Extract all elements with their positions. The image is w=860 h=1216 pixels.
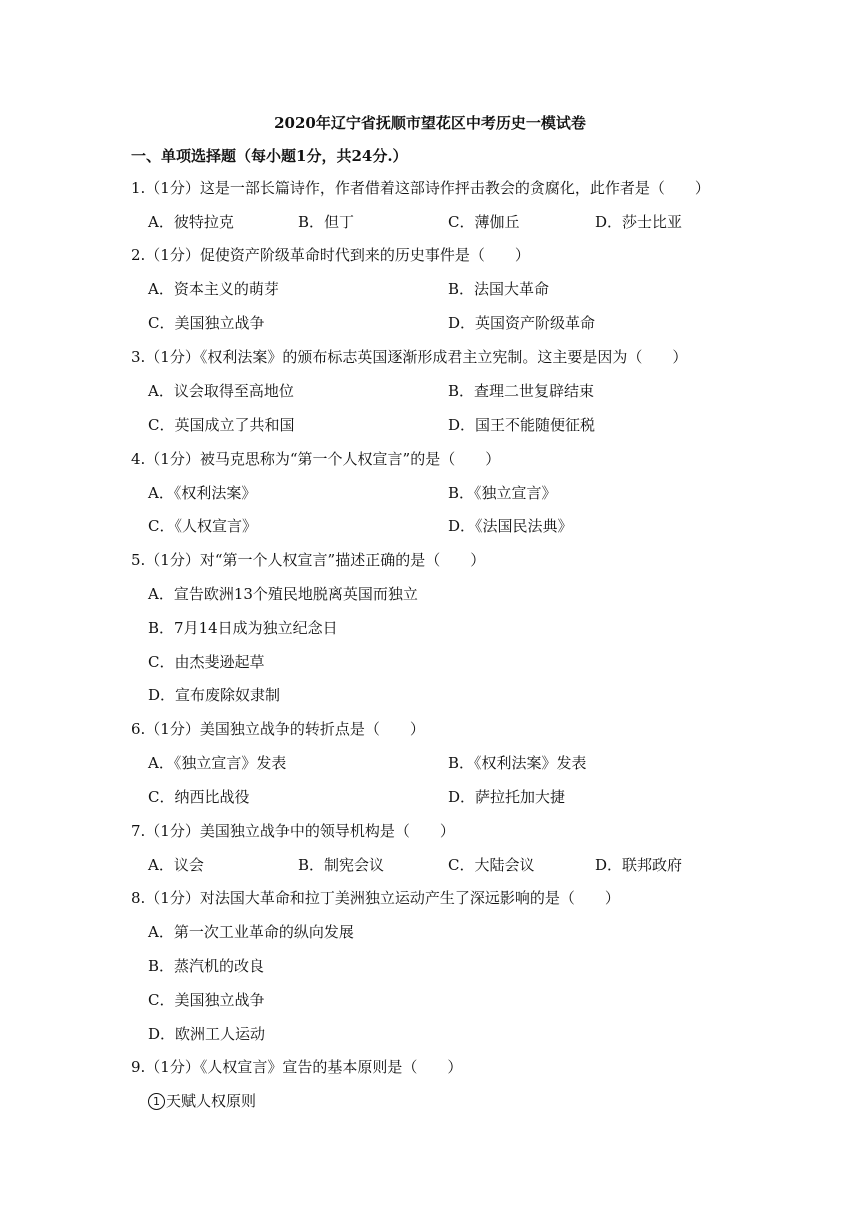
q4-option-d: D．《法国民法典》: [448, 517, 573, 535]
q2-option-a: A．资本主义的萌芽: [148, 280, 279, 298]
q2-option-c: C．美国独立战争: [148, 314, 265, 332]
question-3-stem: 3.（1分）《权利法案》的颁布标志英国逐渐形成君主立宪制。这主要是因为（ ）: [131, 348, 688, 366]
q5-option-d: D．宣布废除奴隶制: [148, 686, 281, 704]
q9-sub-item-1-text: 天赋人权原则: [166, 1092, 257, 1110]
q8-option-b: B．蒸汽机的改良: [148, 957, 265, 975]
q5-option-b: B．7月14日成为独立纪念日: [148, 619, 338, 637]
circled-number-1: 1: [148, 1093, 165, 1110]
q3-option-d: D．国王不能随便征税: [448, 416, 596, 434]
q3-option-c: C．英国成立了共和国: [148, 416, 295, 434]
q1-option-a: A．彼特拉克: [148, 213, 234, 231]
q7-option-a: A．议会: [148, 856, 204, 874]
q3-option-a: A．议会取得至高地位: [148, 382, 294, 400]
question-9-stem: 9.（1分）《人权宣言》宣告的基本原则是（ ）: [131, 1058, 463, 1076]
q5-option-c: C．由杰斐逊起草: [148, 653, 265, 671]
q8-option-a: A．第一次工业革命的纵向发展: [148, 923, 354, 941]
q9-sub-item-1: [148, 1091, 256, 1111]
question-7-stem: 7.（1分）美国独立战争中的领导机构是（ ）: [131, 822, 455, 840]
q4-option-a: A．《权利法案》: [148, 484, 257, 502]
question-1-stem: 1.（1分）这是一部长篇诗作，作者借着这部诗作抨击教会的贪腐化，此作者是（ ）: [131, 179, 710, 197]
q1-option-c: C．薄伽丘: [448, 213, 520, 231]
q5-option-a: A．宣告欧洲13个殖民地脱离英国而独立: [148, 585, 418, 603]
q3-option-b: B．查理二世复辟结束: [448, 382, 595, 400]
document-title: 2020年辽宁省抚顺市望花区中考历史一模试卷: [274, 114, 586, 132]
q6-option-d: D．萨拉托加大捷: [448, 788, 566, 806]
q2-option-d: D．英国资产阶级革命: [448, 314, 596, 332]
q1-option-d: D．莎士比亚: [595, 213, 683, 231]
q6-option-b: B．《权利法案》发表: [448, 754, 587, 772]
q7-option-b: B．制宪会议: [298, 856, 385, 874]
q4-option-c: C．《人权宣言》: [148, 517, 257, 535]
question-6-stem: 6.（1分）美国独立战争的转折点是（ ）: [131, 720, 425, 738]
q8-option-c: C．美国独立战争: [148, 991, 265, 1009]
question-5-stem: 5.（1分）对“第一个人权宣言”描述正确的是（ ）: [131, 551, 486, 569]
q7-option-c: C．大陆会议: [448, 856, 535, 874]
q2-option-b: B．法国大革命: [448, 280, 550, 298]
question-2-stem: 2.（1分）促使资产阶级革命时代到来的历史事件是（ ）: [131, 246, 530, 264]
q8-option-d: D．欧洲工人运动: [148, 1025, 266, 1043]
section-heading: 一、单项选择题（每小题1分，共24分.）: [131, 147, 408, 165]
q6-option-c: C．纳西比战役: [148, 788, 250, 806]
question-8-stem: 8.（1分）对法国大革命和拉丁美洲独立运动产生了深远影响的是（ ）: [131, 889, 620, 907]
q1-option-b: B．但丁: [298, 213, 355, 231]
q4-option-b: B．《独立宣言》: [448, 484, 557, 502]
q6-option-a: A．《独立宣言》发表: [148, 754, 287, 772]
question-4-stem: 4.（1分）被马克思称为“第一个人权宣言”的是（ ）: [131, 450, 501, 468]
q7-option-d: D．联邦政府: [595, 856, 683, 874]
